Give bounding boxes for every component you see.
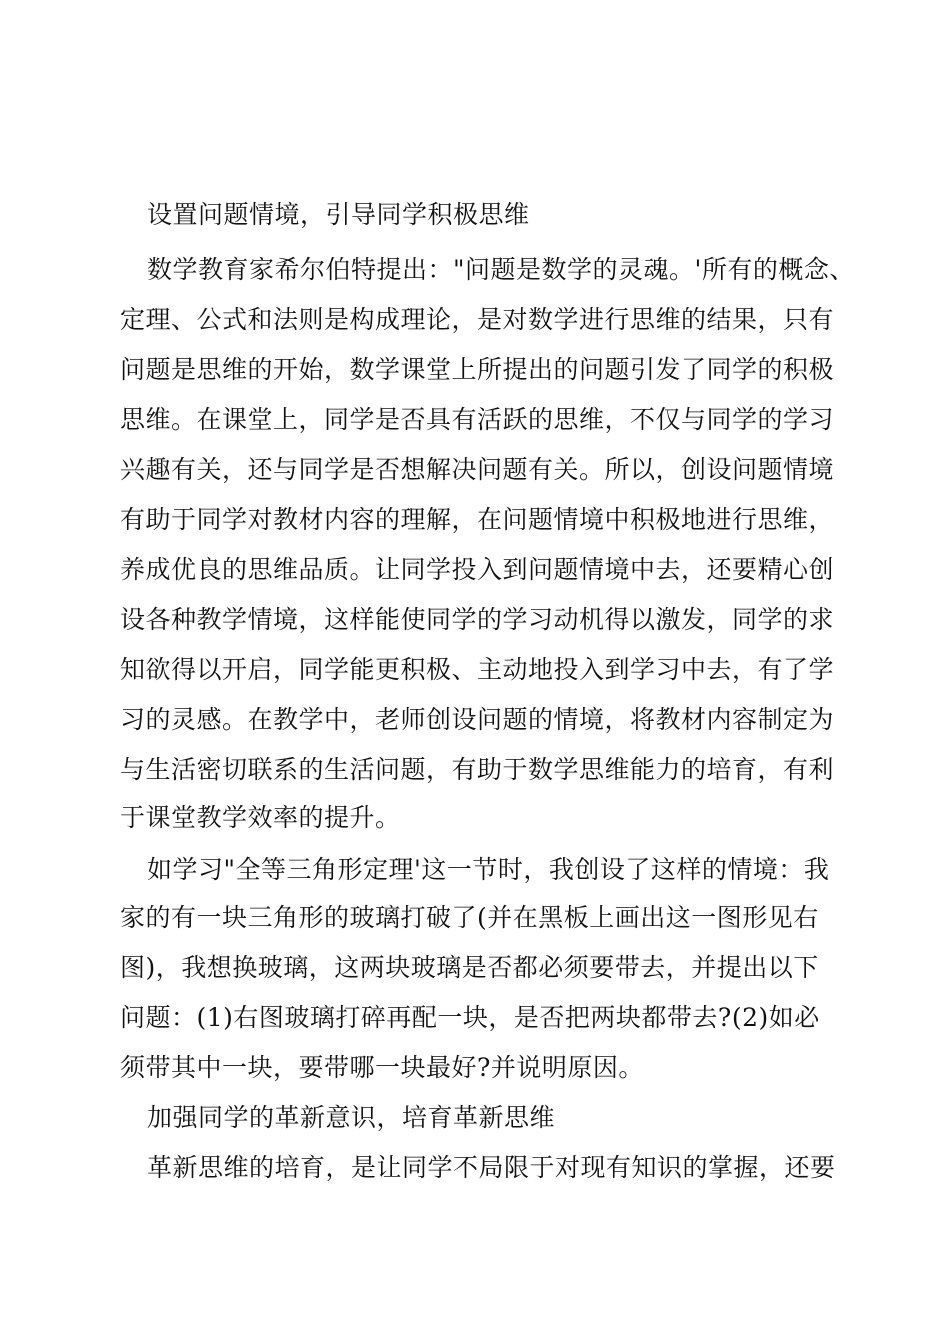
paragraph-line: 有助于同学对教材内容的理解，在问题情境中积极地进行思维， — [120, 505, 835, 534]
paragraph-line: 于课堂教学效率的提升。 — [120, 803, 401, 832]
paragraph-line: 定理、公式和法则是构成理论，是对数学进行思维的结果，只有 — [120, 305, 835, 334]
paragraph-line: 图)，我想换玻璃，这两块玻璃是否都必须要带去，并提出以下 — [120, 953, 819, 982]
paragraph-line: 数学教育家希尔伯特提出："问题是数学的灵魂。'所有的概念、 — [147, 255, 855, 284]
paragraph-line: 习的灵感。在教学中，老师创设问题的情境，将教材内容制定为 — [120, 705, 835, 734]
paragraph-line: 养成优良的思维品质。让同学投入到问题情境中去，还要精心创 — [120, 555, 835, 584]
paragraph-line: 问题是思维的开始，数学课堂上所提出的问题引发了同学的积极 — [120, 355, 835, 384]
paragraph-line: 革新思维的培育，是让同学不局限于对现有知识的掌握，还要 — [147, 1153, 836, 1182]
paragraph-line: 设各种教学情境，这样能使同学的学习动机得以激发，同学的求 — [120, 605, 835, 634]
section-heading-problem-situation: 设置问题情境，引导同学积极思维 — [147, 200, 530, 229]
paragraph-line: 思维。在课堂上，同学是否具有活跃的思维，不仅与同学的学习 — [120, 405, 835, 434]
paragraph-line: 须带其中一块，要带哪一块最好?并说明原因。 — [120, 1053, 644, 1082]
paragraph-line: 家的有一块三角形的玻璃打破了(并在黑板上画出这一图形见右 — [120, 903, 819, 932]
paragraph-line: 与生活密切联系的生活问题，有助于数学思维能力的培育，有利 — [120, 755, 835, 784]
section-heading-innovation-thinking: 加强同学的革新意识，培育革新思维 — [147, 1103, 556, 1132]
paragraph-line: 知欲得以开启，同学能更积极、主动地投入到学习中去，有了学 — [120, 655, 835, 684]
paragraph-line: 兴趣有关，还与同学是否想解决问题有关。所以，创设问题情境 — [120, 455, 835, 484]
paragraph-line: 如学习"全等三角形定理'这一节时，我创设了这样的情境：我 — [147, 855, 830, 884]
paragraph-line: 问题：(1)右图玻璃打碎再配一块，是否把两块都带去?(2)如必 — [120, 1003, 820, 1032]
